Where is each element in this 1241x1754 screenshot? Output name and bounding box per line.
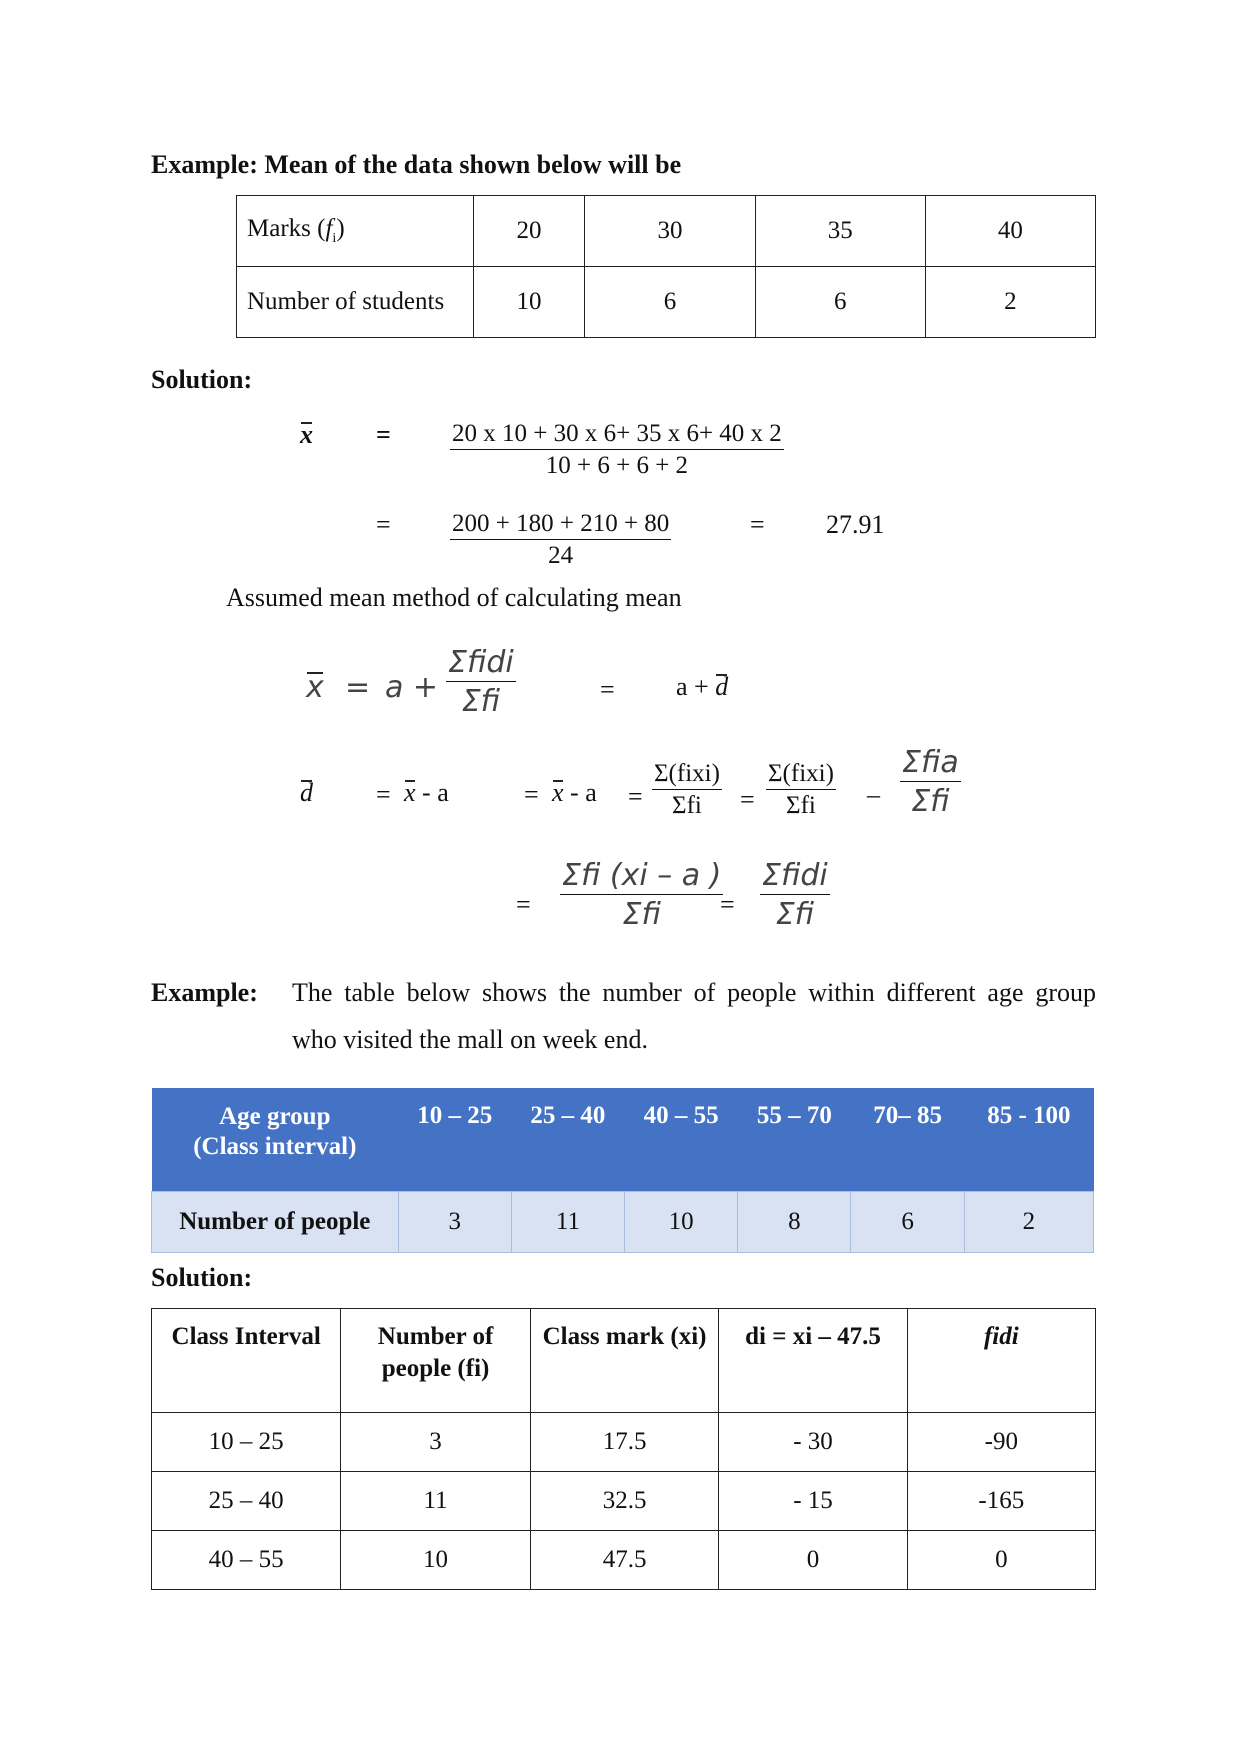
people-label: Number of people	[152, 1192, 399, 1253]
fraction-fd-over-f	[446, 645, 516, 719]
cell: 47.5	[530, 1531, 719, 1590]
equals-sign: =	[376, 780, 391, 809]
solution-table	[151, 1308, 1096, 1590]
marks-label: Marks $(f_i)$	[237, 196, 474, 267]
cell: 11	[341, 1472, 530, 1531]
equals-sign: =	[376, 510, 391, 539]
table-row	[152, 1531, 1096, 1590]
example-heading: Example: Mean of the data shown below will be	[151, 150, 682, 179]
cell: 0	[719, 1531, 907, 1590]
sum-fd: Σfidi	[448, 645, 514, 680]
students-cell: 6	[755, 267, 925, 338]
fraction-fx-over-f	[766, 760, 836, 820]
header-class-interval: Class Interval	[152, 1309, 341, 1413]
people-row	[152, 1192, 1094, 1253]
numerator-1: 20 x 10 + 30 x 6+ 35 x 6+ 40 x 2	[450, 420, 784, 450]
marks-cell: 35	[755, 196, 925, 267]
equals-sign: =	[524, 780, 539, 809]
x-bar-symbol: x	[306, 670, 324, 705]
age-group-header: Age group (Class interval)	[152, 1088, 399, 1192]
header-class-mark: Class mark (xi)	[530, 1309, 719, 1413]
fraction-fa-over-f	[900, 745, 961, 819]
people-cell: 10	[625, 1192, 738, 1253]
cell: -165	[907, 1472, 1095, 1531]
interval-header: 10 – 25	[398, 1088, 511, 1192]
sum-f: Σfi	[775, 897, 815, 932]
equals-sign: =	[376, 420, 391, 449]
sum-f: Σfi	[622, 897, 661, 932]
fraction-1	[450, 420, 784, 480]
people-cell: 2	[964, 1192, 1093, 1253]
a-plus: a +	[385, 670, 439, 705]
sum-f: Σfi	[461, 684, 501, 719]
people-cell: 3	[398, 1192, 511, 1253]
marks-table	[236, 195, 1096, 338]
sum-fa: Σfia	[902, 745, 959, 780]
cell: - 30	[719, 1413, 907, 1472]
students-cell: 6	[585, 267, 755, 338]
students-row	[237, 267, 1096, 338]
denominator-2: 24	[548, 542, 574, 569]
table-row	[152, 1413, 1096, 1472]
header-deviation: di = xi – 47.5	[719, 1309, 907, 1413]
d-bar-symbol: d	[300, 778, 313, 807]
people-cell: 11	[511, 1192, 624, 1253]
header-number-of-people: Number of people (fi)	[341, 1309, 530, 1413]
sum-f-x-minus-a: Σfi (xi – a )	[562, 858, 722, 893]
interval-header: 55 – 70	[738, 1088, 851, 1192]
x-minus-a: x - a	[552, 778, 597, 807]
marks-cell: 30	[585, 196, 755, 267]
cell: - 15	[719, 1472, 907, 1531]
marks-cell: 40	[925, 196, 1095, 267]
interval-header: 85 - 100	[964, 1088, 1093, 1192]
interval-header: 40 – 55	[625, 1088, 738, 1192]
sum-fd: Σfidi	[762, 858, 828, 893]
cell: 10 – 25	[152, 1413, 341, 1472]
denominator-1: 10 + 6 + 6 + 2	[545, 452, 689, 479]
sum-f: Σfi	[786, 792, 816, 819]
example-text-line2: who visited the mall on week end.	[292, 1025, 648, 1054]
age-group-table	[151, 1088, 1094, 1253]
cell: 0	[907, 1531, 1095, 1590]
sum-fx: Σ(fixi)	[766, 760, 836, 790]
fraction-fxa-over-f	[560, 858, 723, 932]
example-label: Example:	[151, 978, 258, 1007]
x-bar-symbol: x	[300, 420, 313, 449]
cell: 25 – 40	[152, 1472, 341, 1531]
equals-sign: =	[516, 890, 531, 919]
interval-header: 70– 85	[851, 1088, 964, 1192]
cell: 17.5	[530, 1413, 719, 1472]
fraction-fd-over-f	[760, 858, 830, 932]
sum-f: Σfi	[911, 784, 950, 819]
marks-cell: 20	[473, 196, 585, 267]
sum-f: Σfi	[672, 792, 702, 819]
equals-sign: =	[740, 785, 755, 814]
cell: 3	[341, 1413, 530, 1472]
age-group-header-row	[152, 1088, 1094, 1192]
people-cell: 6	[851, 1192, 964, 1253]
students-cell: 2	[925, 267, 1095, 338]
solution-label: Solution:	[151, 365, 253, 394]
cell: 32.5	[530, 1472, 719, 1531]
students-label: Number of students	[237, 267, 474, 338]
sum-fx: Σ(fixi)	[652, 760, 722, 790]
equals-sign: =	[345, 670, 371, 705]
interval-header: 25 – 40	[511, 1088, 624, 1192]
cell: 40 – 55	[152, 1531, 341, 1590]
table-row	[152, 1472, 1096, 1531]
x-minus-a: x - a	[404, 778, 449, 807]
fraction-2	[450, 510, 671, 570]
cell: -90	[907, 1413, 1095, 1472]
people-cell: 8	[738, 1192, 851, 1253]
equals-sign: =	[750, 510, 765, 539]
cell: 10	[341, 1531, 530, 1590]
equals-sign: =	[720, 890, 735, 919]
fraction-fx-over-f	[652, 760, 722, 820]
example-text-line1: The table below shows the number of people within different age group	[292, 978, 1096, 1007]
marks-row	[237, 196, 1096, 267]
solution-header-row	[152, 1309, 1096, 1413]
equals-sign: =	[628, 782, 643, 811]
assumed-mean-title: Assumed mean method of calculating mean	[226, 583, 682, 612]
header-fd: fidi	[907, 1309, 1095, 1413]
equals-sign: =	[600, 675, 615, 704]
result-value: 27.91	[826, 510, 885, 539]
solution-label: Solution:	[151, 1263, 253, 1292]
numerator-2: 200 + 180 + 210 + 80	[450, 510, 671, 540]
a-plus-dbar: a + d	[676, 672, 729, 701]
students-cell: 10	[473, 267, 585, 338]
minus-sign: –	[867, 780, 880, 809]
